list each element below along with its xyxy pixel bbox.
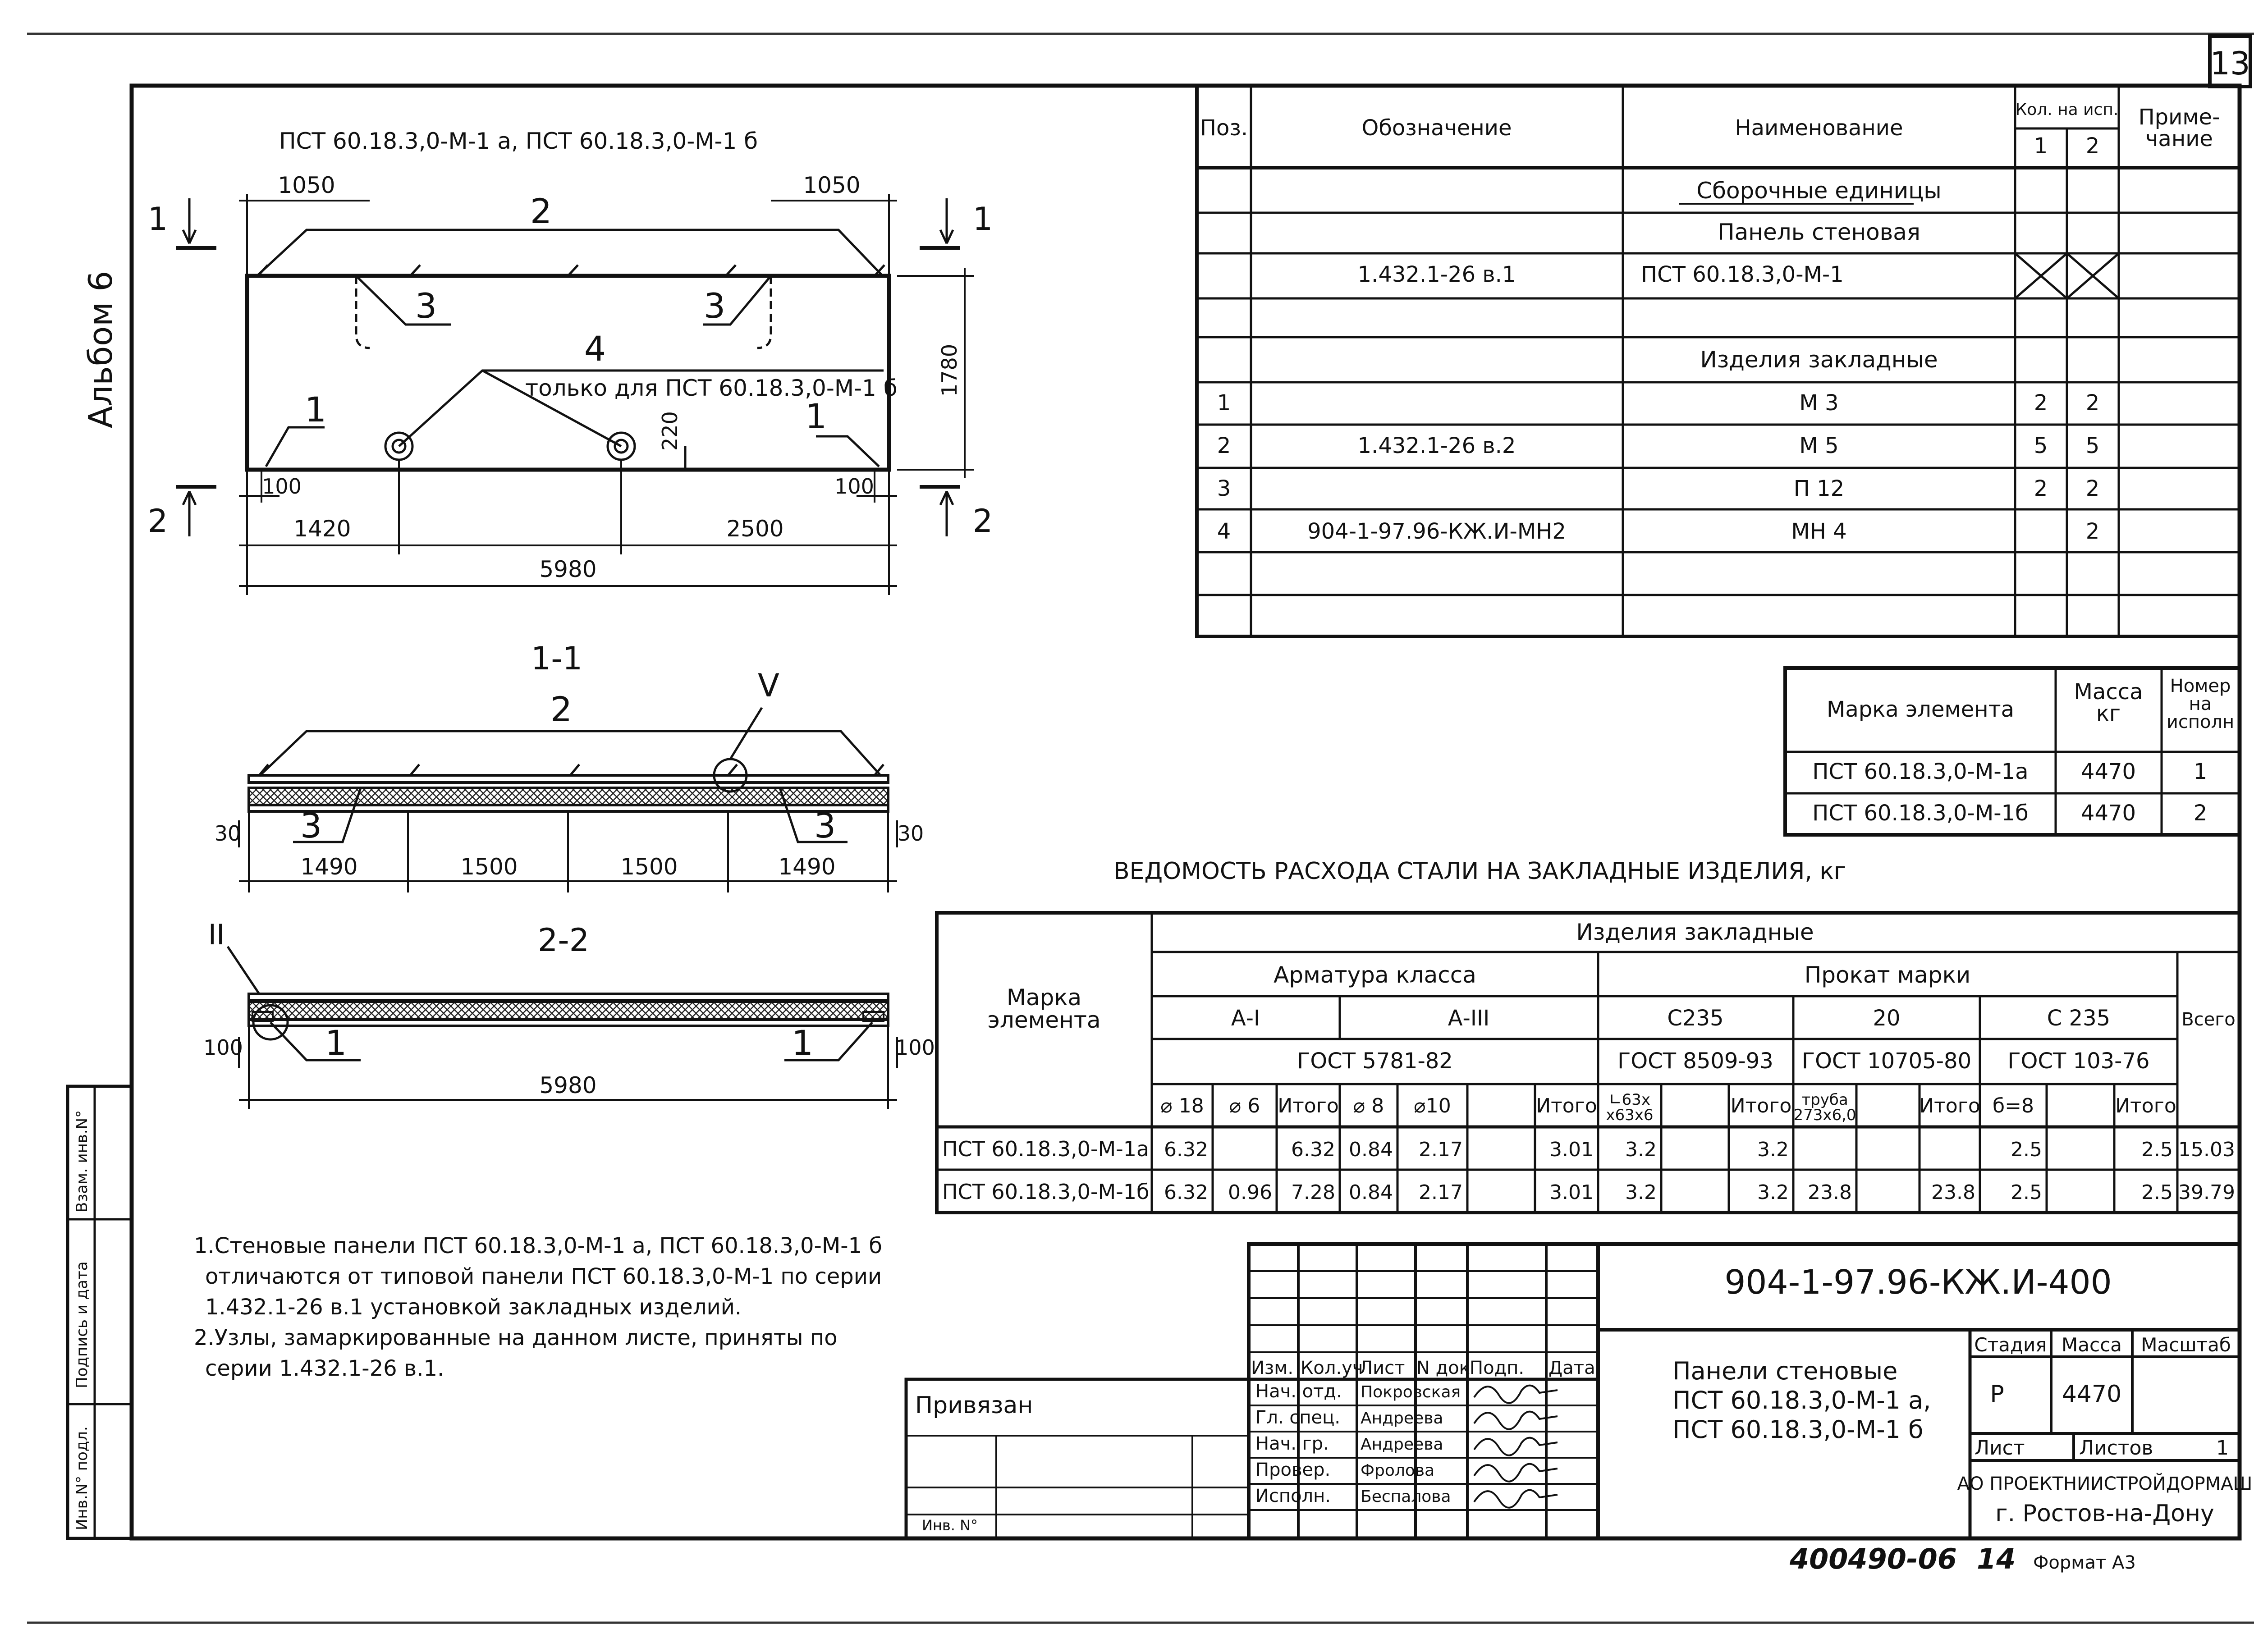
svg-text:2: 2 xyxy=(530,191,552,231)
steel-cell: 2.17 xyxy=(1419,1138,1463,1161)
svg-text:2-2: 2-2 xyxy=(537,922,590,959)
tb-name: Беспалова xyxy=(1361,1487,1451,1506)
mass-table xyxy=(1785,668,2240,835)
svg-text:V: V xyxy=(758,667,779,704)
svg-text:1050: 1050 xyxy=(803,172,861,198)
spec-header-note: чание xyxy=(2145,126,2213,151)
tb-role: Нач. гр. xyxy=(1255,1433,1329,1454)
steel-row-mark: ПСТ 60.18.3,0-М-1а xyxy=(942,1137,1150,1161)
tb-role: Исполн. xyxy=(1255,1486,1331,1506)
steel-header-gost: ГОСТ 8509-93 xyxy=(1617,1048,1773,1074)
svg-text:1: 1 xyxy=(304,389,327,430)
section-2-2 xyxy=(203,918,935,1109)
steel-col-header: Итого xyxy=(1536,1094,1597,1117)
steel-header-c235b: С 235 xyxy=(2047,1006,2111,1031)
svg-text:2500: 2500 xyxy=(726,516,784,542)
tb-object: ПСТ 60.18.3,0-М-1 а, xyxy=(1672,1386,1931,1414)
svg-text:отличаются от типовой панел: отличаются от типовой панели ПСТ 60.18.3,0-М-1 по серии xyxy=(205,1264,882,1289)
title-block xyxy=(906,1244,2252,1538)
steel-col-header: х63х6 xyxy=(1606,1106,1654,1124)
svg-text:2.Узлы, замаркированные на: 2.Узлы, замаркированные на данном листе, приняты по xyxy=(194,1325,838,1350)
steel-col-header: ⌀ 6 xyxy=(1229,1094,1260,1117)
tb-head: Кол.уч xyxy=(1301,1358,1363,1378)
svg-text:30: 30 xyxy=(214,821,241,846)
spec-row-q2: 2 xyxy=(2085,519,2100,544)
steel-cell: 3.2 xyxy=(1625,1181,1657,1204)
tb-stage-h: Стадия xyxy=(1974,1334,2047,1356)
spec-row-q2: 5 xyxy=(2085,433,2100,458)
steel-header-gost: ГОСТ 10705-80 xyxy=(1801,1048,1972,1074)
steel-cell: 6.32 xyxy=(1164,1181,1208,1204)
steel-col-header: труба xyxy=(1801,1091,1848,1109)
svg-text:3: 3 xyxy=(300,805,322,846)
spec-section-assembly: Сборочные единицы xyxy=(1696,178,1942,204)
side-stamp-boxes xyxy=(68,1086,132,1538)
svg-text:1: 1 xyxy=(805,396,827,436)
mass-header-exec: исполн xyxy=(2166,712,2235,732)
spec-header-q2: 2 xyxy=(2085,133,2100,159)
spec-row-pos: 2 xyxy=(1217,433,1231,458)
format-label: Формат А3 xyxy=(2033,1552,2136,1573)
steel-cell: 23.8 xyxy=(1808,1181,1852,1204)
svg-text:3: 3 xyxy=(703,286,726,326)
svg-text:1: 1 xyxy=(147,201,168,238)
steel-header-mark: элемента xyxy=(987,1007,1101,1033)
steel-header-gost: ГОСТ 103-76 xyxy=(2007,1048,2150,1074)
tb-mass: 4470 xyxy=(2062,1381,2122,1408)
mass-header-exec: на xyxy=(2189,694,2212,714)
steel-cell: 2.5 xyxy=(2011,1138,2042,1161)
tb-role: Провер. xyxy=(1255,1460,1331,1480)
spec-panel-label: Панель стеновая xyxy=(1718,219,1920,245)
tb-name: Андреева xyxy=(1361,1435,1443,1454)
plan-title: ПСТ 60.18.3,0-М-1 а, ПСТ 60.18.3,0-М-1 б xyxy=(279,128,758,154)
spec-row-pos: 4 xyxy=(1217,519,1231,544)
steel-cell: 3.2 xyxy=(1757,1138,1789,1161)
spec-section-embedded: Изделия закладные xyxy=(1700,347,1938,373)
tb-head: N док xyxy=(1416,1358,1470,1378)
svg-text:1: 1 xyxy=(972,201,993,238)
spec-header-qty: Кол. на исп. xyxy=(2015,101,2119,119)
spec-row-name: М 5 xyxy=(1799,433,1839,458)
spec-panel-name: ПСТ 60.18.3,0-М-1 xyxy=(1641,262,1844,287)
tb-name: Покровская xyxy=(1361,1383,1461,1401)
svg-text:5980: 5980 xyxy=(539,556,597,582)
steel-row-mark: ПСТ 60.18.3,0-М-1б xyxy=(942,1180,1150,1204)
steel-col-header: ⌀ 18 xyxy=(1160,1094,1204,1117)
tb-name: Андреева xyxy=(1361,1409,1443,1428)
mass-header-mass: Масса xyxy=(2074,679,2143,705)
svg-text:5980: 5980 xyxy=(539,1072,597,1098)
steel-header-a3: А-III xyxy=(1448,1006,1490,1031)
svg-text:4: 4 xyxy=(584,329,606,369)
steel-cell: 23.8 xyxy=(1931,1181,1975,1204)
svg-text:1050: 1050 xyxy=(278,172,335,198)
svg-text:Подпись и дата: Подпись и дата xyxy=(73,1261,91,1388)
svg-text:серии 1.432.1-26 в.1.: серии 1.432.1-26 в.1. xyxy=(205,1356,444,1381)
spec-row-designation: 1.432.1-26 в.2 xyxy=(1357,433,1516,458)
steel-cell: 2.17 xyxy=(1419,1181,1463,1204)
svg-text:1-1: 1-1 xyxy=(531,640,583,677)
steel-header-gost: ГОСТ 5781-82 xyxy=(1297,1048,1453,1074)
steel-header-rolled: Прокат марки xyxy=(1804,962,1971,988)
svg-text:Взам. инв.N°: Взам. инв.N° xyxy=(73,1110,91,1213)
mass-row-mark: ПСТ 60.18.3,0-М-1б xyxy=(1812,801,2029,826)
spec-row-pos: 1 xyxy=(1217,390,1231,416)
spec-row-q1: 5 xyxy=(2034,433,2048,458)
steel-cell: 6.32 xyxy=(1164,1138,1208,1161)
plan-view xyxy=(148,128,993,595)
steel-col-header: ⌀ 8 xyxy=(1353,1094,1384,1117)
svg-text:220: 220 xyxy=(658,411,682,451)
spec-row-pos: 3 xyxy=(1217,476,1231,501)
tb-head: Подп. xyxy=(1470,1358,1525,1378)
tb-role: Нач. отд. xyxy=(1255,1381,1342,1402)
svg-text:1420: 1420 xyxy=(293,516,351,542)
tb-stage: Р xyxy=(1990,1381,2004,1408)
tb-head: Лист xyxy=(1359,1358,1405,1378)
steel-header-rebar: Арматура класса xyxy=(1274,962,1476,988)
stamp-number: 400490-06 xyxy=(1790,1542,1957,1575)
mass-row-mark: ПСТ 60.18.3,0-М-1а xyxy=(1812,759,2029,784)
steel-col-header: б=8 xyxy=(1993,1094,2034,1117)
steel-cell: 0.84 xyxy=(1349,1181,1393,1204)
spec-row-q1: 2 xyxy=(2034,390,2048,416)
spec-row-q2: 2 xyxy=(2085,390,2100,416)
steel-header-c235: С235 xyxy=(1667,1006,1724,1031)
sheet-number: 13 xyxy=(2210,45,2250,82)
svg-text:2: 2 xyxy=(147,503,168,540)
steel-table xyxy=(937,913,2240,1213)
spec-row-name: МН 4 xyxy=(1791,519,1847,544)
svg-text:1490: 1490 xyxy=(778,854,836,880)
svg-text:100: 100 xyxy=(203,1035,243,1060)
tb-name: Фролова xyxy=(1361,1461,1435,1480)
svg-text:1780: 1780 xyxy=(937,343,962,397)
svg-text:1490: 1490 xyxy=(300,854,358,880)
mass-row-mass: 4470 xyxy=(2080,801,2136,826)
steel-col-header: 273х6,0 xyxy=(1793,1106,1856,1124)
tb-sheets: 1 xyxy=(2216,1437,2229,1460)
steel-title: ВЕДОМОСТЬ РАСХОДА СТАЛИ НА ЗАКЛАДНЫЕ ИЗДЕЛИЯ, кг xyxy=(1113,858,1846,885)
section-1-1 xyxy=(215,640,924,892)
spec-header-q1: 1 xyxy=(2034,133,2048,159)
only-for-note: только для ПСТ 60.18.3,0-М-1 б xyxy=(525,375,898,401)
steel-col-header: Итого xyxy=(1730,1094,1792,1117)
tb-object: Панели стеновые xyxy=(1672,1357,1898,1385)
steel-cell: 6.32 xyxy=(1291,1138,1335,1161)
tb-head: Дата xyxy=(1548,1358,1595,1378)
spec-row-q2: 2 xyxy=(2085,476,2100,501)
svg-text:Инв.N° подл.: Инв.N° подл. xyxy=(73,1426,91,1530)
steel-header-total: Всего xyxy=(2181,1009,2236,1030)
tb-inv: Инв. N° xyxy=(922,1517,978,1534)
steel-cell: 3.2 xyxy=(1757,1181,1789,1204)
steel-header-items: Изделия закладные xyxy=(1576,919,1814,945)
svg-text:100: 100 xyxy=(834,474,874,499)
steel-cell: 7.28 xyxy=(1291,1181,1335,1204)
svg-text:II: II xyxy=(208,918,225,951)
svg-text:100: 100 xyxy=(895,1035,935,1060)
svg-text:2: 2 xyxy=(550,689,573,729)
steel-cell: 3.01 xyxy=(1549,1181,1594,1204)
steel-cell: 3.2 xyxy=(1625,1138,1657,1161)
steel-cell: 39.79 xyxy=(2178,1181,2235,1204)
svg-text:100: 100 xyxy=(262,474,302,499)
steel-col-header: Итого xyxy=(2115,1094,2176,1117)
spec-row-designation: 904-1-97.96-КЖ.И-МН2 xyxy=(1307,519,1566,544)
mass-header-mass: кг xyxy=(2096,701,2121,726)
tb-org: АО ПРОЕКТНИИСТРОЙДОРМАШ xyxy=(1957,1474,2253,1494)
steel-header-mark: Марка xyxy=(1006,984,1082,1011)
stamp-page: 14 xyxy=(1977,1542,2016,1575)
steel-col-header: ⌀10 xyxy=(1414,1094,1451,1117)
spec-table xyxy=(1197,86,2240,636)
svg-text:1.Стеновые панели ПСТ 60.18: 1.Стеновые панели ПСТ 60.18.3,0-М-1 а, ПСТ 60.18.3,0-М-1 б xyxy=(194,1233,882,1258)
svg-text:3: 3 xyxy=(814,805,836,846)
svg-text:2: 2 xyxy=(972,503,993,540)
tb-object: ПСТ 60.18.3,0-М-1 б xyxy=(1672,1415,1924,1444)
tb-code: 904-1-97.96-КЖ.И-400 xyxy=(1724,1263,2112,1302)
steel-cell: 3.01 xyxy=(1549,1138,1594,1161)
mass-header-mark: Марка элемента xyxy=(1826,697,2015,722)
steel-col-header: Итого xyxy=(1278,1094,1339,1117)
svg-text:1500: 1500 xyxy=(620,854,678,880)
steel-cell: 2.5 xyxy=(2011,1181,2042,1204)
spec-panel-designation: 1.432.1-26 в.1 xyxy=(1357,262,1516,287)
tb-mass-h: Масса xyxy=(2062,1334,2122,1356)
tb-scale-h: Масштаб xyxy=(2141,1334,2231,1356)
svg-text:1.432.1-26 в.1 установкой з: 1.432.1-26 в.1 установкой закладных изделий. xyxy=(205,1295,742,1320)
spec-header-name: Наименование xyxy=(1735,115,1903,141)
mass-row-exec: 2 xyxy=(2193,801,2208,826)
steel-cell: 15.03 xyxy=(2178,1138,2235,1161)
steel-col-header: Итого xyxy=(1919,1094,1980,1117)
mass-row-exec: 1 xyxy=(2193,759,2208,784)
notes xyxy=(194,1233,882,1381)
steel-cell: 0.84 xyxy=(1349,1138,1393,1161)
tb-role: Гл. спец. xyxy=(1255,1407,1341,1428)
steel-cell: 2.5 xyxy=(2141,1181,2173,1204)
spec-header-note: Приме- xyxy=(2138,105,2220,130)
spec-row-name: П 12 xyxy=(1793,476,1845,501)
svg-text:30: 30 xyxy=(897,821,924,846)
tb-sheets-h: Листов xyxy=(2079,1437,2153,1460)
svg-text:1: 1 xyxy=(325,1023,347,1063)
tb-city: г. Ростов-на-Дону xyxy=(1995,1500,2214,1527)
spec-header-pos: Поз. xyxy=(1200,115,1248,141)
steel-col-header: ∟63х xyxy=(1609,1091,1650,1109)
svg-text:1: 1 xyxy=(791,1023,814,1063)
spec-row-name: М 3 xyxy=(1799,390,1839,416)
mass-header-exec: Номер xyxy=(2170,676,2231,696)
tb-sheet-h: Лист xyxy=(1975,1437,2025,1460)
steel-cell: 2.5 xyxy=(2141,1138,2173,1161)
mass-row-mass: 4470 xyxy=(2080,759,2136,784)
svg-text:1500: 1500 xyxy=(460,854,518,880)
album-label: Альбом 6 xyxy=(82,270,119,428)
steel-header-a1: А-I xyxy=(1231,1006,1260,1031)
steel-header-20: 20 xyxy=(1873,1006,1901,1031)
tb-privyazan: Привязан xyxy=(915,1392,1033,1419)
steel-cell: 0.96 xyxy=(1228,1181,1272,1204)
svg-text:3: 3 xyxy=(415,286,437,326)
tb-head: Изм. xyxy=(1251,1358,1294,1378)
spec-row-q1: 2 xyxy=(2034,476,2048,501)
spec-header-designation: Обозначение xyxy=(1361,115,1512,141)
